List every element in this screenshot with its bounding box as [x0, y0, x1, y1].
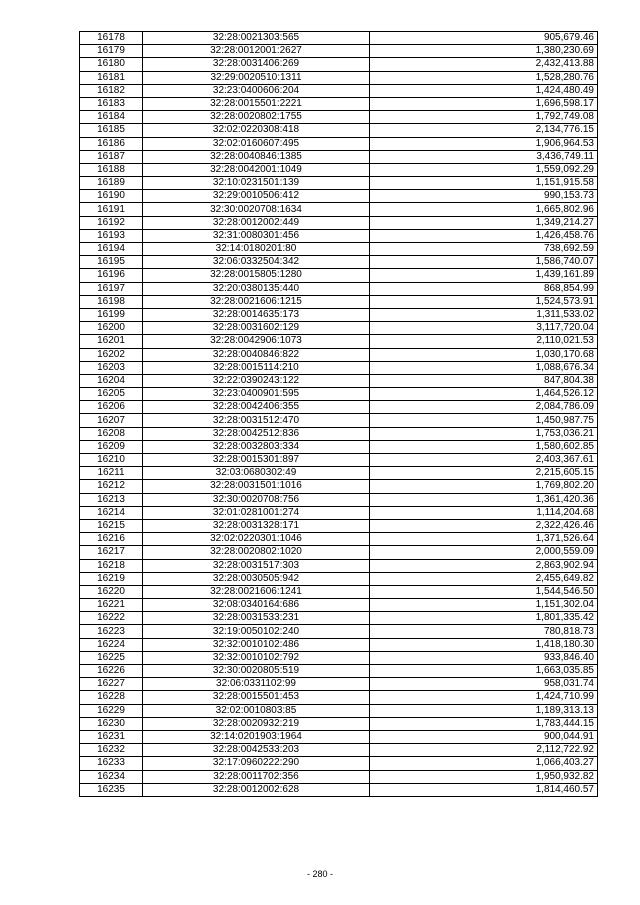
cadastral-number-cell: 32:23:0400606:204	[143, 84, 370, 97]
cadastral-number-cell: 32:03:0680302:49	[143, 467, 370, 480]
amount-cell: 2,000,559.09	[370, 546, 598, 559]
row-number-cell: 16230	[80, 717, 143, 730]
table-row	[80, 519, 598, 532]
amount-cell: 1,753,036.21	[370, 427, 598, 440]
table-row	[80, 32, 598, 45]
table-row	[80, 45, 598, 58]
amount-cell: 1,663,035.85	[370, 665, 598, 678]
table-row	[80, 150, 598, 163]
cadastral-number-cell: 32:22:0390243:122	[143, 374, 370, 387]
cadastral-number-cell: 32:02:0010803:85	[143, 704, 370, 717]
amount-cell: 1,586,740.07	[370, 256, 598, 269]
amount-cell: 1,950,932.82	[370, 770, 598, 783]
table-row	[80, 229, 598, 242]
amount-cell: 1,814,460.57	[370, 783, 598, 796]
table-row	[80, 243, 598, 256]
table-row	[80, 638, 598, 651]
table-row	[80, 163, 598, 176]
cadastral-number-cell: 32:28:0042406:355	[143, 401, 370, 414]
row-number-cell: 16204	[80, 374, 143, 387]
cadastral-number-cell: 32:28:0021606:1241	[143, 585, 370, 598]
table-row	[80, 770, 598, 783]
row-number-cell: 16235	[80, 783, 143, 796]
amount-cell: 1,769,802.20	[370, 480, 598, 493]
table-row	[80, 730, 598, 743]
table-row	[80, 111, 598, 124]
cadastral-number-cell: 32:28:0020802:1020	[143, 546, 370, 559]
row-number-cell: 16227	[80, 678, 143, 691]
cadastral-number-cell: 32:06:0331102:99	[143, 678, 370, 691]
cadastral-number-cell: 32:08:0340164:686	[143, 599, 370, 612]
amount-cell: 1,665,802.96	[370, 203, 598, 216]
row-number-cell: 16223	[80, 625, 143, 638]
row-number-cell: 16184	[80, 111, 143, 124]
amount-cell: 1,380,230.69	[370, 45, 598, 58]
cadastral-number-cell: 32:28:0015301:897	[143, 454, 370, 467]
row-number-cell: 16218	[80, 559, 143, 572]
table-row	[80, 691, 598, 704]
cadastral-number-cell: 32:29:0020510:1311	[143, 71, 370, 84]
cadastral-number-cell: 32:32:0010102:486	[143, 638, 370, 651]
cadastral-number-cell: 32:28:0015501:2221	[143, 97, 370, 110]
cadastral-number-cell: 32:02:0160607:495	[143, 137, 370, 150]
amount-cell: 2,110,021.53	[370, 335, 598, 348]
amount-cell: 990,153.73	[370, 190, 598, 203]
amount-cell: 1,424,710.99	[370, 691, 598, 704]
row-number-cell: 16181	[80, 71, 143, 84]
cadastral-number-cell: 32:28:0014635:173	[143, 308, 370, 321]
amount-cell: 1,088,676.34	[370, 361, 598, 374]
row-number-cell: 16190	[80, 190, 143, 203]
row-number-cell: 16189	[80, 177, 143, 190]
table-row	[80, 665, 598, 678]
cadastral-number-cell: 32:28:0042533:203	[143, 744, 370, 757]
row-number-cell: 16208	[80, 427, 143, 440]
row-number-cell: 16183	[80, 97, 143, 110]
cadastral-number-cell: 32:14:0201903:1964	[143, 730, 370, 743]
amount-cell: 2,134,776.15	[370, 124, 598, 137]
table-row	[80, 58, 598, 71]
amount-cell: 1,580,602.85	[370, 440, 598, 453]
table-row	[80, 651, 598, 664]
table-row	[80, 744, 598, 757]
row-number-cell: 16205	[80, 388, 143, 401]
table-row	[80, 388, 598, 401]
cadastral-number-cell: 32:10:0231501:139	[143, 177, 370, 190]
table-row	[80, 71, 598, 84]
row-number-cell: 16194	[80, 243, 143, 256]
table-row	[80, 97, 598, 110]
row-number-cell: 16231	[80, 730, 143, 743]
row-number-cell: 16187	[80, 150, 143, 163]
row-number-cell: 16195	[80, 256, 143, 269]
row-number-cell: 16214	[80, 506, 143, 519]
table-row	[80, 295, 598, 308]
table-row	[80, 546, 598, 559]
row-number-cell: 16215	[80, 519, 143, 532]
table-row	[80, 717, 598, 730]
cadastral-number-cell: 32:28:0040846:1385	[143, 150, 370, 163]
cadastral-number-cell: 32:02:0220308:418	[143, 124, 370, 137]
amount-cell: 1,544,546.50	[370, 585, 598, 598]
table-row	[80, 124, 598, 137]
amount-cell: 1,424,480.49	[370, 84, 598, 97]
cadastral-number-cell: 32:28:0015501:453	[143, 691, 370, 704]
amount-cell: 1,349,214.27	[370, 216, 598, 229]
amount-cell: 1,783,444.15	[370, 717, 598, 730]
table-row	[80, 348, 598, 361]
cadastral-number-cell: 32:28:0021606:1215	[143, 295, 370, 308]
row-number-cell: 16221	[80, 599, 143, 612]
cadastral-number-cell: 32:19:0050102:240	[143, 625, 370, 638]
table-row	[80, 480, 598, 493]
table-row	[80, 414, 598, 427]
amount-cell: 2,215,605.15	[370, 467, 598, 480]
row-number-cell: 16232	[80, 744, 143, 757]
cadastral-number-cell: 32:28:0015805:1280	[143, 269, 370, 282]
row-number-cell: 16234	[80, 770, 143, 783]
row-number-cell: 16192	[80, 216, 143, 229]
cadastral-number-cell: 32:28:0042906:1073	[143, 335, 370, 348]
table-row	[80, 361, 598, 374]
cadastral-number-cell: 32:28:0011702:356	[143, 770, 370, 783]
page-number: - 280 -	[306, 869, 333, 879]
row-number-cell: 16229	[80, 704, 143, 717]
row-number-cell: 16209	[80, 440, 143, 453]
amount-cell: 868,854.99	[370, 282, 598, 295]
amount-cell: 1,464,526.12	[370, 388, 598, 401]
table-row	[80, 625, 598, 638]
cadastral-number-cell: 32:28:0031517:303	[143, 559, 370, 572]
cadastral-number-cell: 32:28:0020802:1755	[143, 111, 370, 124]
amount-cell: 780,818.73	[370, 625, 598, 638]
cadastral-number-cell: 32:31:0080301:456	[143, 229, 370, 242]
row-number-cell: 16198	[80, 295, 143, 308]
cadastral-number-cell: 32:32:0010102:792	[143, 651, 370, 664]
amount-cell: 3,436,749.11	[370, 150, 598, 163]
cadastral-number-cell: 32:28:0015114:210	[143, 361, 370, 374]
row-number-cell: 16233	[80, 757, 143, 770]
row-number-cell: 16185	[80, 124, 143, 137]
cadastral-number-cell: 32:02:0220301:1046	[143, 533, 370, 546]
row-number-cell: 16211	[80, 467, 143, 480]
cadastral-number-cell: 32:01:0281001:274	[143, 506, 370, 519]
cadastral-number-cell: 32:28:0031602:129	[143, 322, 370, 335]
row-number-cell: 16201	[80, 335, 143, 348]
cadastral-number-cell: 32:30:0020805:519	[143, 665, 370, 678]
amount-cell: 1,189,313.13	[370, 704, 598, 717]
row-number-cell: 16196	[80, 269, 143, 282]
cadastral-number-cell: 32:28:0012001:2627	[143, 45, 370, 58]
table-row	[80, 599, 598, 612]
row-number-cell: 16200	[80, 322, 143, 335]
cadastral-number-cell: 32:28:0031512:470	[143, 414, 370, 427]
amount-cell: 1,906,964.53	[370, 137, 598, 150]
amount-cell: 2,455,649.82	[370, 572, 598, 585]
cadastral-number-cell: 32:29:0010506:412	[143, 190, 370, 203]
cadastral-number-cell: 32:14:0180201:80	[143, 243, 370, 256]
amount-cell: 1,066,403.27	[370, 757, 598, 770]
cadastral-number-cell: 32:28:0031328:171	[143, 519, 370, 532]
cadastral-number-cell: 32:28:0031406:269	[143, 58, 370, 71]
cadastral-number-cell: 32:28:0032803:334	[143, 440, 370, 453]
table-row	[80, 269, 598, 282]
amount-cell: 2,322,426.46	[370, 519, 598, 532]
table-row	[80, 506, 598, 519]
amount-cell: 2,863,902.94	[370, 559, 598, 572]
cadastral-number-cell: 32:17:0960222:290	[143, 757, 370, 770]
row-number-cell: 16228	[80, 691, 143, 704]
amount-cell: 2,112,722.92	[370, 744, 598, 757]
cadastral-number-cell: 32:06:0332504:342	[143, 256, 370, 269]
amount-cell: 1,361,420.36	[370, 493, 598, 506]
row-number-cell: 16220	[80, 585, 143, 598]
row-number-cell: 16217	[80, 546, 143, 559]
row-number-cell: 16212	[80, 480, 143, 493]
row-number-cell: 16199	[80, 308, 143, 321]
cadastral-number-cell: 32:28:0031501:1016	[143, 480, 370, 493]
row-number-cell: 16186	[80, 137, 143, 150]
ledger-body	[80, 32, 598, 797]
amount-cell: 1,524,573.91	[370, 295, 598, 308]
table-row	[80, 216, 598, 229]
table-row	[80, 612, 598, 625]
row-number-cell: 16210	[80, 454, 143, 467]
table-row	[80, 322, 598, 335]
amount-cell: 1,151,915.58	[370, 177, 598, 190]
table-row	[80, 137, 598, 150]
table-row	[80, 374, 598, 387]
amount-cell: 1,450,987.75	[370, 414, 598, 427]
amount-cell: 3,117,720.04	[370, 322, 598, 335]
row-number-cell: 16180	[80, 58, 143, 71]
table-row	[80, 282, 598, 295]
cadastral-number-cell: 32:30:0020708:756	[143, 493, 370, 506]
amount-cell: 1,418,180.30	[370, 638, 598, 651]
amount-cell: 738,692.59	[370, 243, 598, 256]
row-number-cell: 16206	[80, 401, 143, 414]
amount-cell: 933,846.40	[370, 651, 598, 664]
table-row	[80, 440, 598, 453]
cadastral-number-cell: 32:28:0040846:822	[143, 348, 370, 361]
amount-cell: 1,151,302.04	[370, 599, 598, 612]
amount-cell: 1,559,092.29	[370, 163, 598, 176]
table-row	[80, 454, 598, 467]
cadastral-number-cell: 32:28:0012002:449	[143, 216, 370, 229]
amount-cell: 1,426,458.76	[370, 229, 598, 242]
amount-cell: 1,030,170.68	[370, 348, 598, 361]
table-row	[80, 467, 598, 480]
cadastral-number-cell: 32:28:0030505:942	[143, 572, 370, 585]
amount-cell: 905,679.46	[370, 32, 598, 45]
amount-cell: 1,801,335.42	[370, 612, 598, 625]
table-row	[80, 203, 598, 216]
amount-cell: 900,044.91	[370, 730, 598, 743]
table-row	[80, 84, 598, 97]
table-row	[80, 427, 598, 440]
row-number-cell: 16202	[80, 348, 143, 361]
table-row	[80, 783, 598, 796]
cadastral-number-cell: 32:30:0020708:1634	[143, 203, 370, 216]
row-number-cell: 16179	[80, 45, 143, 58]
row-number-cell: 16178	[80, 32, 143, 45]
amount-cell: 1,792,749.08	[370, 111, 598, 124]
amount-cell: 1,439,161.89	[370, 269, 598, 282]
amount-cell: 1,696,598.17	[370, 97, 598, 110]
cadastral-number-cell: 32:28:0020932:219	[143, 717, 370, 730]
cadastral-number-cell: 32:20:0380135:440	[143, 282, 370, 295]
row-number-cell: 16226	[80, 665, 143, 678]
row-number-cell: 16222	[80, 612, 143, 625]
row-number-cell: 16225	[80, 651, 143, 664]
row-number-cell: 16203	[80, 361, 143, 374]
table-row	[80, 559, 598, 572]
amount-cell: 1,311,533.02	[370, 308, 598, 321]
cadastral-number-cell: 32:28:0042512:836	[143, 427, 370, 440]
cadastral-number-cell: 32:28:0021303:565	[143, 32, 370, 45]
amount-cell: 847,804.38	[370, 374, 598, 387]
table-row	[80, 256, 598, 269]
row-number-cell: 16207	[80, 414, 143, 427]
row-number-cell: 16213	[80, 493, 143, 506]
table-row	[80, 585, 598, 598]
cadastral-number-cell: 32:23:0400901:595	[143, 388, 370, 401]
table-row	[80, 401, 598, 414]
table-row	[80, 572, 598, 585]
table-row	[80, 308, 598, 321]
table-row	[80, 335, 598, 348]
table-row	[80, 177, 598, 190]
row-number-cell: 16191	[80, 203, 143, 216]
table-row	[80, 704, 598, 717]
row-number-cell: 16197	[80, 282, 143, 295]
table-row	[80, 533, 598, 546]
amount-cell: 1,528,280.76	[370, 71, 598, 84]
row-number-cell: 16219	[80, 572, 143, 585]
table-row	[80, 757, 598, 770]
row-number-cell: 16182	[80, 84, 143, 97]
table-row	[80, 678, 598, 691]
table-row	[80, 190, 598, 203]
amount-cell: 2,403,367.61	[370, 454, 598, 467]
table-row	[80, 493, 598, 506]
ledger-table	[79, 31, 598, 797]
amount-cell: 958,031.74	[370, 678, 598, 691]
amount-cell: 1,114,204.68	[370, 506, 598, 519]
cadastral-number-cell: 32:28:0012002:628	[143, 783, 370, 796]
amount-cell: 2,084,786.09	[370, 401, 598, 414]
amount-cell: 2,432,413.88	[370, 58, 598, 71]
row-number-cell: 16224	[80, 638, 143, 651]
row-number-cell: 16193	[80, 229, 143, 242]
row-number-cell: 16188	[80, 163, 143, 176]
cadastral-number-cell: 32:28:0031533:231	[143, 612, 370, 625]
cadastral-number-cell: 32:28:0042001:1049	[143, 163, 370, 176]
row-number-cell: 16216	[80, 533, 143, 546]
amount-cell: 1,371,526.64	[370, 533, 598, 546]
